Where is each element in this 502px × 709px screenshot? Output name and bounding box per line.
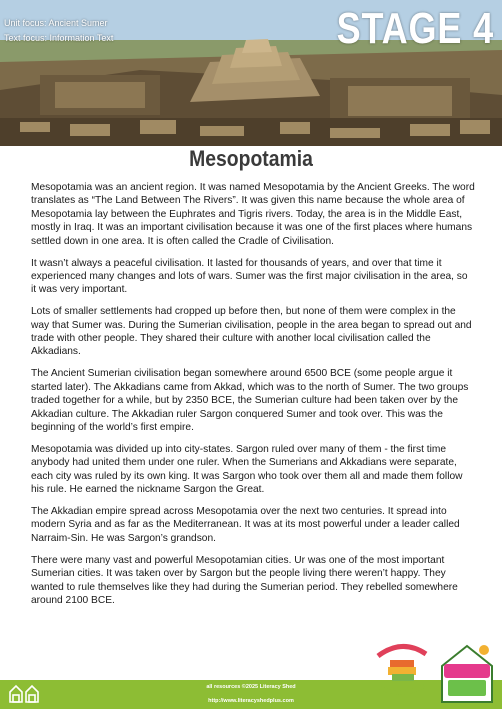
page-title: Mesopotamia <box>189 146 313 171</box>
header-banner-image <box>0 0 502 146</box>
stage-badge: STAGE 4 <box>336 4 494 53</box>
paragraph: The Akkadian empire spread across Mesopotamia over the next two centuries. It spread into modern Syria and as far as the Mediterranean. It was at its most powerful under a leader called Narraim-Sin. He was Sargon’s grandson. <box>31 506 460 544</box>
paragraph: It wasn’t always a peaceful civilisation. It lasted for thousands of years, and over that time it experienced many changes and lots of wars. Sumer was the first major civilisation in the area, so it was very important. <box>31 257 468 296</box>
text-focus-label: Text focus: Information Text <box>4 33 114 43</box>
footer-copyright: all resources ©2025 Literacy Shed <box>206 684 296 690</box>
reading-around-curriculum-logo <box>372 636 432 703</box>
paragraph: There were many vast and powerful Mesopotamian cities. Ur was one of the most important Sumerian cities. It was taken over by Sargon but the people living there weren’t happy. They wanted to rule themselves like they had during the Sumerian period. They rebelled somewhere around 2100 BCE. <box>31 554 458 606</box>
paragraph: Lots of smaller settlements had cropped up before then, but none of them were complex in the way that Sumer was. During the Sumerian civilisation, people in the area began to spread out and trade with other people. They shared their culture with another local civilisation called the Akkadians. <box>31 306 472 358</box>
article-body <box>31 181 475 616</box>
footer-url[interactable]: http://www.literacyshedplus.com <box>208 698 294 704</box>
paragraph: Mesopotamia was divided up into city-states. Sargon ruled over many of them - the first time anybody had united them under one ruler. When the Sumerians and Akkadians were separate, each city was ruled by its own king. It was Sargon who took over them all and made them follow his rule. He earned the nickname Sargon the Great. <box>31 443 463 496</box>
paragraph: The Ancient Sumerian civilisation began somewhere around 6500 BCE (some people argue it started later). The Akkadians came from Akkad, which was to the north of Sumer. The two groups traded together for a while, but by 2350 BCE, the Sumerian culture had been taken over by the Akkadian culture. The Akkadian ruler Sargon conquered Sumer and took over. This was the beginning of the world’s first empire. <box>31 368 469 433</box>
shed-icons <box>8 684 42 709</box>
unit-focus-label: Unit focus: Ancient Sumer <box>4 18 108 28</box>
literacy-shed-logo <box>436 640 498 709</box>
paragraph: Mesopotamia was an ancient region. It was named Mesopotamia by the Ancient Greeks. The word translates as “The Land Between The Rivers”. It was given this name because the whole area of Mesopotamia lay between the Euphrates and Tigris rivers. Today, the area is in the Middle East, mostly in Iraq. It was an important civilisation because it was one of the first places where humans settled down in one area. It is often called the Cradle of Civilisation. <box>31 182 475 247</box>
